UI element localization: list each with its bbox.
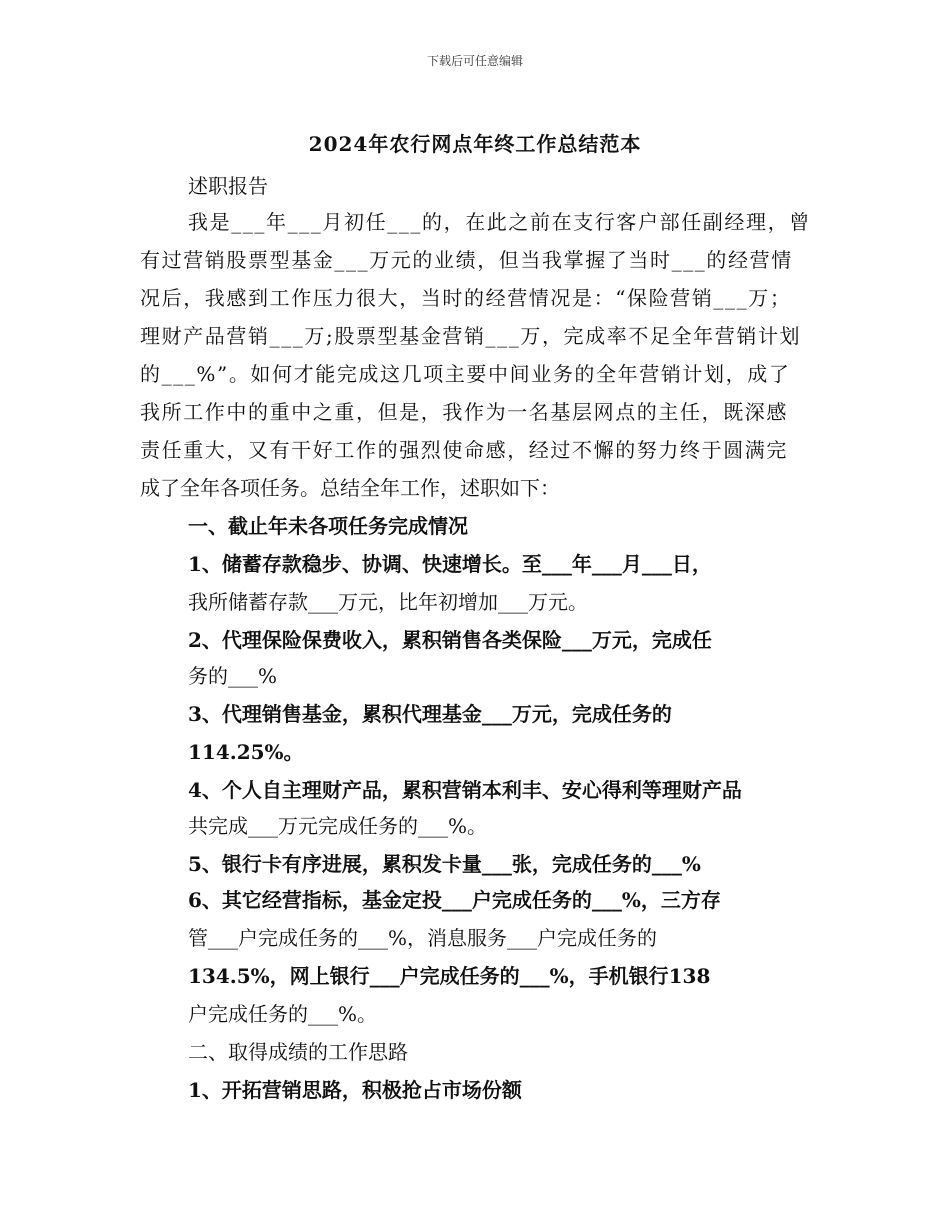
list-item: 1、开拓营销思路，积极抢占市场份额 <box>188 1078 522 1102</box>
list-item-continuation: 管___户完成任务的___%，消息服务___户完成任务的 <box>188 926 658 950</box>
list-item-continuation: 共完成___万元完成任务的___%。 <box>188 814 488 838</box>
list-item: 1、储蓄存款稳步、协调、快速增长。至___年___月___日， <box>188 552 712 576</box>
paragraph-line: 理财产品营销___万;股票型基金营销___万，完成率不足全年营销计划 <box>140 324 802 348</box>
list-item: 2、代理保险保费收入，累积销售各类保险___万元，完成任 <box>188 628 712 652</box>
section-heading: 一、截止年未各项任务完成情况 <box>188 514 468 538</box>
section-heading: 二、取得成绩的工作思路 <box>188 1040 408 1064</box>
section-label: 述职报告 <box>188 174 268 198</box>
document-title: 2024年农行网点年终工作总结范本 <box>308 132 642 156</box>
paragraph-line: 有过营销股票型基金___万元的业绩，但当我掌握了当时___的经营情 <box>140 248 793 272</box>
list-item: 4、个人自主理财产品，累积营销本利丰、安心得利等理财产品 <box>188 778 742 802</box>
list-item: 6、其它经营指标，基金定投___户完成任务的___%，三方存 <box>188 888 721 912</box>
paragraph-line: 我是___年___月初任___的，在此之前在支行客户部任副经理，曾 <box>188 210 811 234</box>
list-item-continuation: 114.25%。 <box>188 740 304 764</box>
paragraph-line: 成了全年各项任务。总结全年工作，述职如下： <box>140 476 560 500</box>
list-item-continuation: 务的___% <box>188 664 278 688</box>
paragraph-line: 我所工作中的重中之重，但是，我作为一名基层网点的主任，既深感 <box>140 400 788 424</box>
page-header: 下载后可任意编辑 <box>426 54 523 68</box>
list-item-continuation: 134.5%，网上银行___户完成任务的___%，手机银行138 <box>188 964 711 988</box>
list-item: 3、代理销售基金，累积代理基金___万元，完成任务的 <box>188 702 672 726</box>
paragraph-line: 况后，我感到工作压力很大，当时的经营情况是：“保险营销___万； <box>140 286 792 310</box>
paragraph-line: 的___%”。如何才能完成这几项主要中间业务的全年营销计划，成了 <box>140 362 791 386</box>
list-item-continuation: 户完成任务的___%。 <box>188 1002 378 1026</box>
paragraph-line: 责任重大，又有干好工作的强烈使命感，经过不懈的努力终于圆满完 <box>140 438 788 462</box>
list-item-continuation: 我所储蓄存款___万元，比年初增加___万元。 <box>188 590 588 614</box>
list-item: 5、银行卡有序进展，累积发卡量___张，完成任务的___% <box>188 852 701 876</box>
